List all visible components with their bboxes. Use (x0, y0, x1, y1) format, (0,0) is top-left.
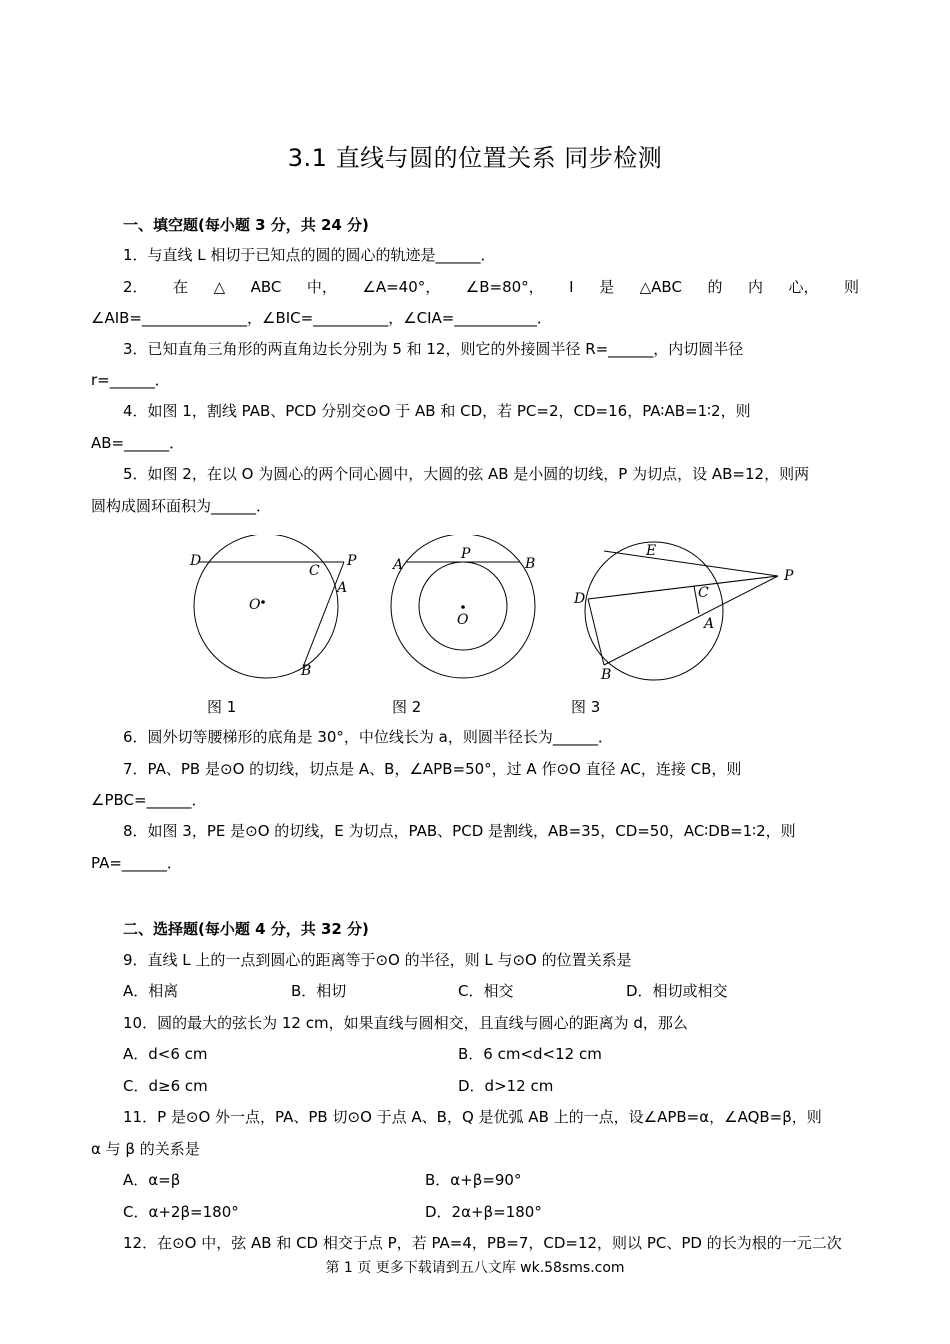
q9-option-d: D．相切或相交 (626, 982, 728, 1000)
question-4-line-1: 4．如图 1，割线 PAB、PCD 分别交⊙O 于 AB 和 CD，若 PC=2，CD=16，PA∶AB=1∶2，则 (123, 402, 751, 420)
fig1-label-o: O (249, 597, 261, 613)
question-7-line-2: ∠PBC=______． (91, 791, 207, 809)
fig3-tangent-pe (604, 551, 778, 576)
q2-token: 2． (123, 278, 148, 296)
question-5-line-1: 5．如图 2，在以 O 为圆心的两个同心圆中，大圆的弦 AB 是小圆的切线，P 为切点，设 AB=12，则两 (123, 465, 810, 483)
q2-token: 是 (599, 278, 615, 296)
question-3-line-1: 3．已知直角三角形的两直角边长分别为 5 和 12，则它的外接圆半径 R=______，内切圆半径 (123, 340, 744, 358)
question-6: 6．圆外切等腰梯形的底角是 30°，中位线长为 a，则圆半径长为______． (123, 728, 613, 746)
question-12-line-1: 12．在⊙O 中，弦 AB 和 CD 相交于点 P，若 PA=4，PB=7，CD=12，则以 PC、PD 的长为根的一元二次 (123, 1234, 842, 1252)
question-10: 10．圆的最大的弦长为 12 cm，如果直线与圆相交，且直线与圆心的距离为 d，那么 (123, 1014, 688, 1032)
fig2-label-b: B (525, 556, 536, 572)
fig1-label-c: C (309, 563, 320, 579)
q2-token: 在 (173, 278, 189, 296)
q10-option-b: B．6 cm<d<12 cm (458, 1045, 602, 1063)
page-footer: 第 1 页 更多下载请到五八文库 wk.58sms.com (325, 1260, 625, 1276)
q2-token: 内 (747, 278, 763, 296)
q2-token: △ABC (639, 278, 682, 296)
fig3-secant-pab (604, 576, 778, 665)
question-5-line-2: 圆构成圆环面积为______． (91, 497, 272, 515)
q2-token: 则 (843, 278, 859, 296)
fig1-center-dot (261, 600, 265, 604)
q9-option-c: C．相交 (458, 982, 514, 1000)
geometry-figures (180, 535, 820, 685)
q11-option-b: B．α+β=90° (425, 1171, 522, 1189)
q10-option-c: C．d≥6 cm (123, 1077, 208, 1095)
page-title: 3.1 直线与圆的位置关系 同步检测 (287, 144, 663, 172)
fig2-label-o: O (457, 612, 469, 628)
q10-option-a: A．d<6 cm (123, 1045, 208, 1063)
section-fill-in: 一、填空题(每小题 3 分，共 24 分) (123, 216, 369, 234)
fig3-caption: 图 3 (571, 698, 601, 716)
q11-option-c: C．α+2β=180° (123, 1203, 239, 1221)
question-9: 9．直线 L 上的一点到圆心的距离等于⊙O 的半径，则 L 与⊙O 的位置关系是 (123, 951, 632, 969)
q2-token: ∠B=80°， (465, 278, 544, 296)
q2-token: I (569, 278, 574, 296)
question-2-line-1 (123, 277, 859, 297)
fig3-label-p: P (784, 568, 794, 584)
figure-1 (194, 535, 344, 678)
fig1-caption: 图 1 (207, 698, 237, 716)
fig1-label-b: B (301, 663, 312, 679)
fig2-center-dot (461, 605, 465, 609)
q11-option-a: A．α=β (123, 1171, 181, 1189)
question-1: 1．与直线 L 相切于已知点的圆的圆心的轨迹是______． (123, 246, 496, 264)
q2-token: 中， (306, 278, 337, 296)
question-11-line-2: α 与 β 的关系是 (91, 1140, 200, 1158)
fig3-segment-db (588, 599, 604, 665)
q2-token: ∠A=40°， (362, 278, 441, 296)
q11-option-d: D．2α+β=180° (425, 1203, 542, 1221)
question-8-line-2: PA=______． (91, 854, 182, 872)
fig3-secant-pcd (588, 576, 778, 599)
fig1-label-d: D (190, 553, 202, 569)
fig3-label-b: B (601, 667, 612, 683)
q2-token: 心， (788, 278, 819, 296)
question-7-line-1: 7．PA、PB 是⊙O 的切线，切点是 A、B，∠APB=50°，过 A 作⊙O 直径 AC，连接 CB，则 (123, 760, 742, 778)
section-multiple-choice: 二、选择题(每小题 4 分，共 32 分) (123, 920, 369, 938)
q9-option-a: A．相离 (123, 982, 179, 1000)
q9-option-b: B．相切 (291, 982, 347, 1000)
fig3-label-c: C (698, 585, 709, 601)
figure-3 (585, 542, 778, 680)
fig1-label-a: A (337, 580, 348, 596)
fig2-caption: 图 2 (392, 698, 422, 716)
question-8-line-1: 8．如图 3，PE 是⊙O 的切线，E 为切点，PAB、PCD 是割线，AB=35，CD=50，AC∶DB=1∶2，则 (123, 822, 796, 840)
fig3-circle (585, 542, 723, 680)
fig1-label-p: P (347, 553, 357, 569)
q2-token: 的 (707, 278, 723, 296)
fig3-label-e: E (646, 543, 657, 559)
q2-token: ABC (250, 278, 282, 296)
question-11-line-1: 11．P 是⊙O 外一点，PA、PB 切⊙O 于点 A、B，Q 是优弧 AB 上的一点，设∠APB=α，∠AQB=β，则 (123, 1108, 822, 1126)
question-3-line-2: r=______． (91, 371, 170, 389)
question-4-line-2: AB=______． (91, 434, 185, 452)
fig3-label-d: D (574, 591, 586, 607)
fig3-label-a: A (704, 616, 715, 632)
fig2-label-a: A (393, 557, 404, 573)
q10-option-d: D．d>12 cm (458, 1077, 554, 1095)
question-2-line-2: ∠AIB=______________，∠BIC=__________，∠CIA=___________． (91, 309, 552, 327)
fig2-label-p: P (461, 546, 471, 562)
fig1-circle (194, 535, 338, 678)
q2-token: △ (213, 278, 226, 296)
